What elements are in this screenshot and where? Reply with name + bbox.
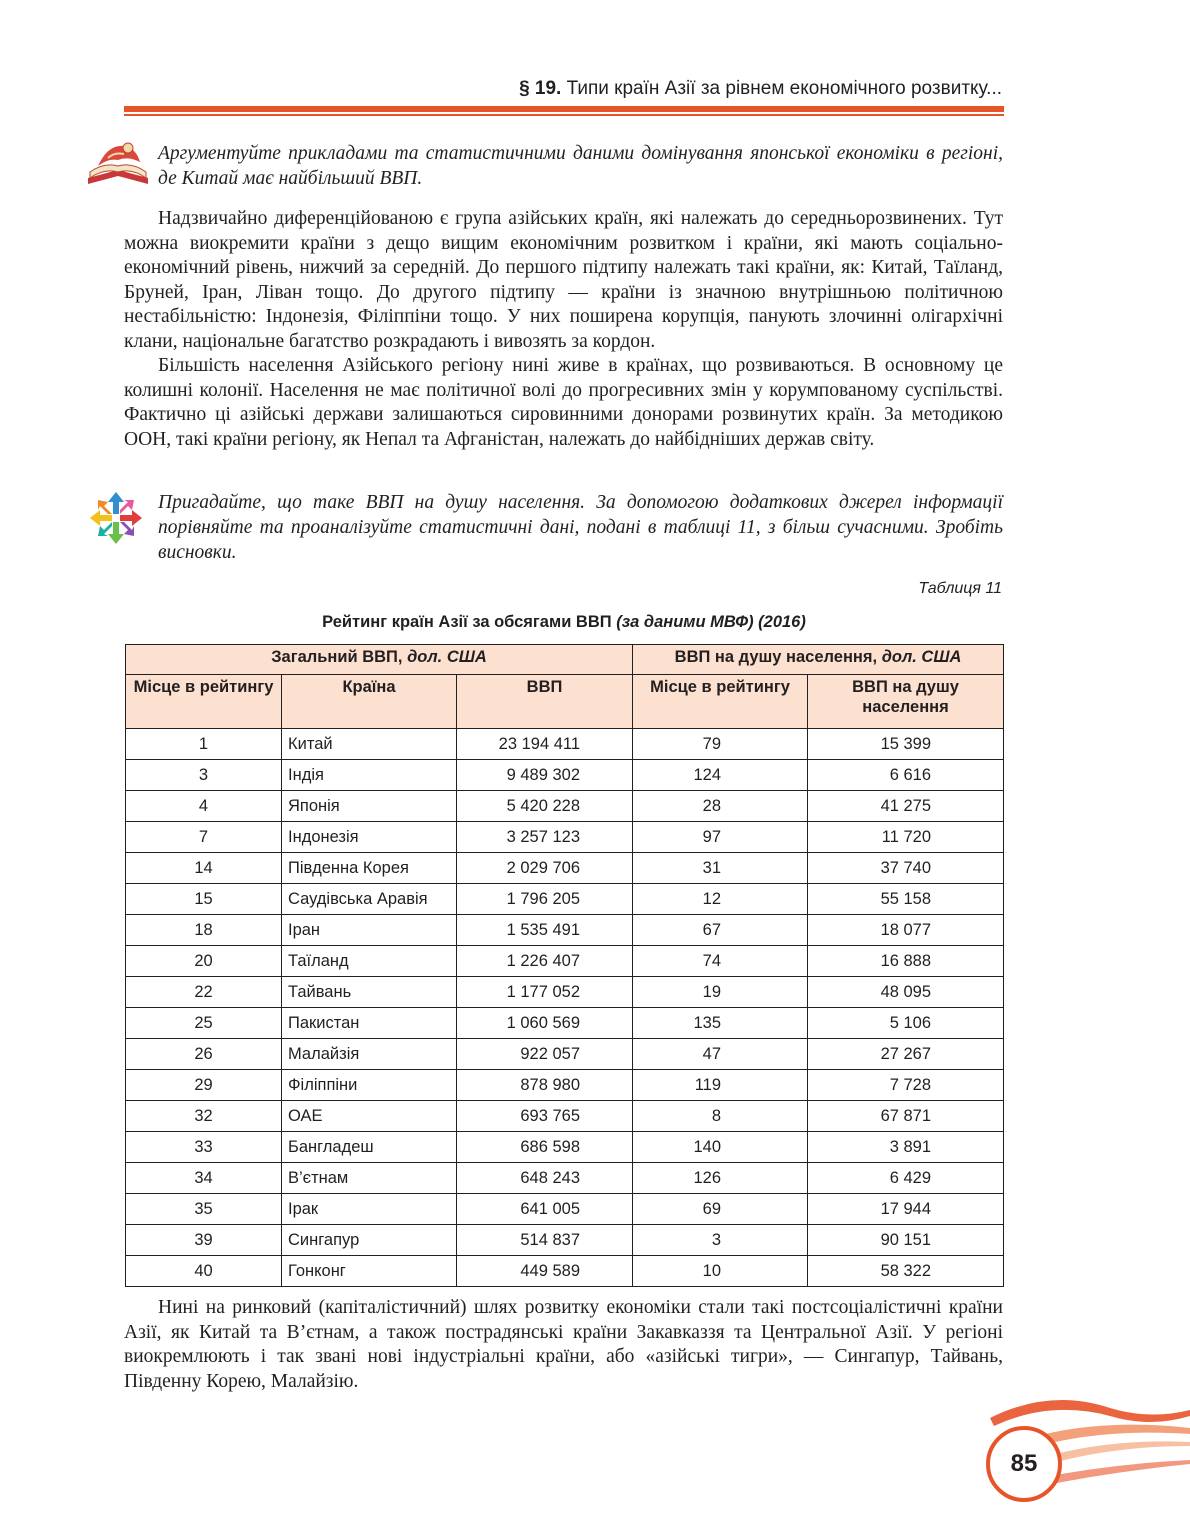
per-capita-gdp-cell: 67 871 bbox=[808, 1101, 1004, 1132]
country-cell: Пакистан bbox=[282, 1008, 457, 1039]
task-instruction-2: Пригадайте, що таке ВВП на душу населення. За допомогою додаткових джерел інформації порівняйте та проаналізуйте статистичні дані, подані в таблиці 11, з більш сучасними. Зробіть висновки. bbox=[158, 492, 1003, 563]
rank-cell: 20 bbox=[126, 946, 282, 977]
table-row bbox=[126, 1225, 1004, 1256]
per-capita-rank-cell: 10 bbox=[633, 1256, 808, 1287]
arrows-compass-icon bbox=[88, 490, 144, 546]
table-title-main: Рейтинг країн Азії за обсягами ВВП bbox=[322, 613, 612, 631]
per-capita-rank-cell: 69 bbox=[633, 1194, 808, 1225]
gdp-cell: 686 598 bbox=[457, 1132, 633, 1163]
table-row bbox=[126, 884, 1004, 915]
rank-cell: 4 bbox=[126, 791, 282, 822]
column-header-per-capita-rank: Місце в рейтингу bbox=[633, 675, 808, 729]
table-row bbox=[126, 977, 1004, 1008]
table-row bbox=[126, 1194, 1004, 1225]
body-text-2 bbox=[124, 1296, 1003, 1394]
column-header-rank: Місце в рейтингу bbox=[126, 675, 282, 729]
running-header bbox=[124, 78, 1002, 100]
gdp-cell: 23 194 411 bbox=[457, 729, 633, 760]
per-capita-gdp-cell: 48 095 bbox=[808, 977, 1004, 1008]
column-header-country: Країна bbox=[282, 675, 457, 729]
table-row bbox=[126, 1256, 1004, 1287]
country-cell: Індонезія bbox=[282, 822, 457, 853]
per-capita-gdp-cell: 18 077 bbox=[808, 915, 1004, 946]
per-capita-rank-cell: 119 bbox=[633, 1070, 808, 1101]
per-capita-rank-cell: 135 bbox=[633, 1008, 808, 1039]
per-capita-rank-cell: 126 bbox=[633, 1163, 808, 1194]
table-row bbox=[126, 946, 1004, 977]
country-cell: Японія bbox=[282, 791, 457, 822]
country-cell: Сингапур bbox=[282, 1225, 457, 1256]
table-row bbox=[126, 1039, 1004, 1070]
country-cell: Малайзія bbox=[282, 1039, 457, 1070]
table-number: Таблиця 11 bbox=[918, 580, 1002, 597]
page-number: 85 bbox=[986, 1426, 1062, 1502]
rank-cell: 26 bbox=[126, 1039, 282, 1070]
gdp-cell: 3 257 123 bbox=[457, 822, 633, 853]
rank-cell: 15 bbox=[126, 884, 282, 915]
table-row bbox=[126, 760, 1004, 791]
per-capita-rank-cell: 12 bbox=[633, 884, 808, 915]
country-cell: Індія bbox=[282, 760, 457, 791]
gdp-cell: 878 980 bbox=[457, 1070, 633, 1101]
rank-cell: 32 bbox=[126, 1101, 282, 1132]
per-capita-gdp-cell: 37 740 bbox=[808, 853, 1004, 884]
per-capita-gdp-cell: 15 399 bbox=[808, 729, 1004, 760]
paragraph: Нині на ринковий (капіталістичний) шлях розвитку економіки стали такі постсоціалістичні країни Азії, як Китай та В’єтнам, а також пострадянські країни Закавказзя та Центральної Азії. У регіоні виокремлюють і так звані нові індустріальні країни, або «азійські тигри», — Сингапур, Тайвань, Південну Корею, Малайзію. bbox=[124, 1297, 1003, 1392]
per-capita-gdp-cell: 5 106 bbox=[808, 1008, 1004, 1039]
rank-cell: 34 bbox=[126, 1163, 282, 1194]
rank-cell: 22 bbox=[126, 977, 282, 1008]
gdp-cell: 693 765 bbox=[457, 1101, 633, 1132]
country-cell: Тайвань bbox=[282, 977, 457, 1008]
rank-cell: 18 bbox=[126, 915, 282, 946]
table-row bbox=[126, 791, 1004, 822]
book-cap-icon bbox=[84, 138, 152, 188]
column-header-gdp: ВВП bbox=[457, 675, 633, 729]
country-cell: Китай bbox=[282, 729, 457, 760]
rank-cell: 29 bbox=[126, 1070, 282, 1101]
rank-cell: 33 bbox=[126, 1132, 282, 1163]
section-number: § 19. bbox=[519, 78, 562, 99]
rank-cell: 3 bbox=[126, 760, 282, 791]
gdp-cell: 9 489 302 bbox=[457, 760, 633, 791]
rank-cell: 40 bbox=[126, 1256, 282, 1287]
table-body bbox=[126, 729, 1004, 1287]
per-capita-rank-cell: 74 bbox=[633, 946, 808, 977]
country-cell: Ірак bbox=[282, 1194, 457, 1225]
rank-cell: 7 bbox=[126, 822, 282, 853]
country-cell: Південна Корея bbox=[282, 853, 457, 884]
table-title-source: (за даними МВФ) (2016) bbox=[616, 613, 806, 631]
gdp-cell: 1 060 569 bbox=[457, 1008, 633, 1039]
per-capita-gdp-cell: 3 891 bbox=[808, 1132, 1004, 1163]
table-row bbox=[126, 1101, 1004, 1132]
task-instruction-1: Аргументуйте прикладами та статистичними даними домінування японської економіки в регіоні, де Китай має найбільший ВВП. bbox=[158, 143, 1003, 189]
gdp-cell: 922 057 bbox=[457, 1039, 633, 1070]
gdp-table bbox=[125, 644, 1004, 1287]
country-cell: В’єтнам bbox=[282, 1163, 457, 1194]
rank-cell: 14 bbox=[126, 853, 282, 884]
gdp-cell: 648 243 bbox=[457, 1163, 633, 1194]
column-header-per-capita-gdp: ВВП на душу населення bbox=[808, 675, 1004, 729]
gdp-cell: 514 837 bbox=[457, 1225, 633, 1256]
per-capita-rank-cell: 79 bbox=[633, 729, 808, 760]
per-capita-gdp-cell: 6 616 bbox=[808, 760, 1004, 791]
country-cell: Гонконг bbox=[282, 1256, 457, 1287]
rank-cell: 39 bbox=[126, 1225, 282, 1256]
table-row bbox=[126, 1008, 1004, 1039]
paragraph: Більшість населення Азійського регіону нині живе в країнах, що розвиваються. В основному це колишні колонії. Населення не має політичної волі до прогресивних змін у корумпованому суспільстві. Фактично ці азійські держави залишаються сировинними донорами розвинутих країн. За методикою ООН, такі країни регіону, як Непал та Афганістан, належать до найбідніших держав світу. bbox=[124, 355, 1003, 450]
group-header-total-gdp: Загальний ВВП, дол. США bbox=[126, 645, 633, 675]
table-row bbox=[126, 822, 1004, 853]
per-capita-gdp-cell: 11 720 bbox=[808, 822, 1004, 853]
body-text-1 bbox=[124, 207, 1003, 452]
per-capita-gdp-cell: 58 322 bbox=[808, 1256, 1004, 1287]
gdp-cell: 641 005 bbox=[457, 1194, 633, 1225]
section-title: Типи країн Азії за рівнем економічного розвитку... bbox=[566, 78, 1002, 99]
table-row bbox=[126, 1163, 1004, 1194]
gdp-cell: 2 029 706 bbox=[457, 853, 633, 884]
per-capita-gdp-cell: 55 158 bbox=[808, 884, 1004, 915]
table-row bbox=[126, 915, 1004, 946]
per-capita-gdp-cell: 17 944 bbox=[808, 1194, 1004, 1225]
per-capita-gdp-cell: 90 151 bbox=[808, 1225, 1004, 1256]
per-capita-rank-cell: 47 bbox=[633, 1039, 808, 1070]
rank-cell: 1 bbox=[126, 729, 282, 760]
per-capita-gdp-cell: 27 267 bbox=[808, 1039, 1004, 1070]
country-cell: Саудівська Аравія bbox=[282, 884, 457, 915]
per-capita-gdp-cell: 7 728 bbox=[808, 1070, 1004, 1101]
group-header-gdp-per-capita: ВВП на душу населення, дол. США bbox=[633, 645, 1004, 675]
country-cell: Філіппіни bbox=[282, 1070, 457, 1101]
per-capita-rank-cell: 97 bbox=[633, 822, 808, 853]
gdp-cell: 1 796 205 bbox=[457, 884, 633, 915]
table-row bbox=[126, 729, 1004, 760]
rank-cell: 25 bbox=[126, 1008, 282, 1039]
gdp-cell: 1 226 407 bbox=[457, 946, 633, 977]
per-capita-rank-cell: 31 bbox=[633, 853, 808, 884]
rank-cell: 35 bbox=[126, 1194, 282, 1225]
per-capita-rank-cell: 67 bbox=[633, 915, 808, 946]
per-capita-rank-cell: 19 bbox=[633, 977, 808, 1008]
gdp-cell: 5 420 228 bbox=[457, 791, 633, 822]
gdp-cell: 449 589 bbox=[457, 1256, 633, 1287]
country-cell: Іран bbox=[282, 915, 457, 946]
header-rule-thick bbox=[124, 106, 1004, 112]
per-capita-rank-cell: 3 bbox=[633, 1225, 808, 1256]
table-title bbox=[124, 613, 1004, 632]
paragraph: Надзвичайно диференційованою є група азійських країн, які належать до середньорозвинених. Тут можна виокремити країни з дещо вищим економічним розвитком і країни, які мають соціально-економічний рівень, нижчий за середній. До першого підтипу належать такі країни, як: Китай, Таїланд, Бруней, Іран, Ліван тощо. До другого підтипу — країни із значною внутрішньою політичною нестабільністю: Індонезія, Філіппіни тощо. У них поширена корупція, панують злочинні олігархічні клани, національне багатство розкрадають і вивозять за кордон. bbox=[124, 208, 1003, 352]
table-row bbox=[126, 1132, 1004, 1163]
table-row bbox=[126, 1070, 1004, 1101]
per-capita-rank-cell: 28 bbox=[633, 791, 808, 822]
table-row bbox=[126, 853, 1004, 884]
gdp-cell: 1 535 491 bbox=[457, 915, 633, 946]
per-capita-rank-cell: 140 bbox=[633, 1132, 808, 1163]
per-capita-rank-cell: 124 bbox=[633, 760, 808, 791]
country-cell: ОАЕ bbox=[282, 1101, 457, 1132]
per-capita-rank-cell: 8 bbox=[633, 1101, 808, 1132]
header-rule-thin bbox=[124, 114, 1004, 116]
country-cell: Бангладеш bbox=[282, 1132, 457, 1163]
per-capita-gdp-cell: 41 275 bbox=[808, 791, 1004, 822]
per-capita-gdp-cell: 16 888 bbox=[808, 946, 1004, 977]
per-capita-gdp-cell: 6 429 bbox=[808, 1163, 1004, 1194]
gdp-cell: 1 177 052 bbox=[457, 977, 633, 1008]
country-cell: Таїланд bbox=[282, 946, 457, 977]
